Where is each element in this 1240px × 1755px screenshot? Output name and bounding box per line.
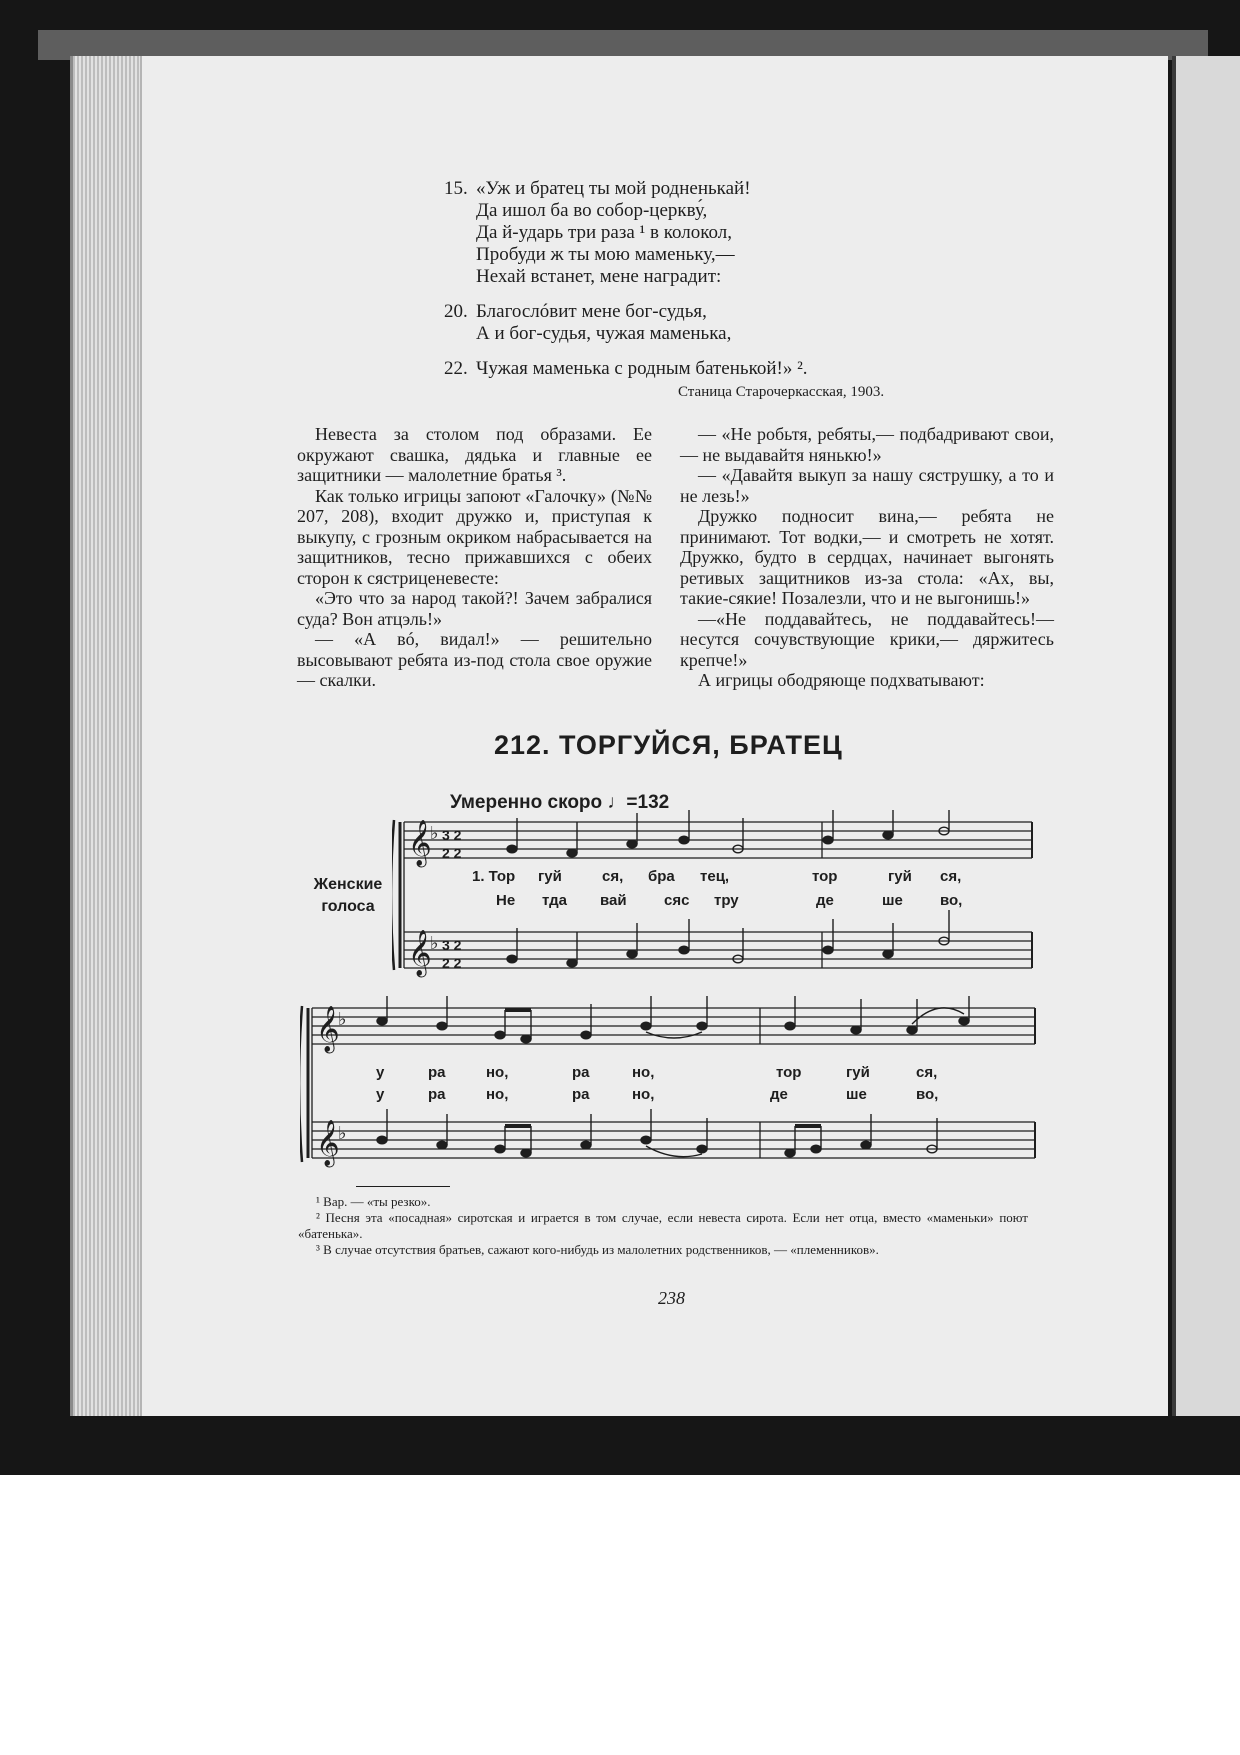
treble-clef-icon: 𝄞 bbox=[408, 930, 432, 976]
staff-lower bbox=[312, 1122, 1035, 1158]
svg-text:2 2: 2 2 bbox=[442, 955, 462, 971]
page-number: 238 bbox=[658, 1288, 685, 1308]
facing-page-edge bbox=[1172, 56, 1240, 1416]
poem bbox=[444, 178, 914, 380]
song-title: 212. ТОРГУЙСЯ, БРАТЕЦ bbox=[494, 730, 843, 760]
flat-icon: ♭ bbox=[338, 1123, 347, 1144]
poem-line: Пробуди ж ты мою маменьку,— bbox=[476, 244, 735, 265]
time-signature bbox=[442, 827, 462, 971]
lyrics-line: у ра но, ра но, тор гуй ся, bbox=[376, 1064, 938, 1081]
paragraph: «Это что за народ такой?! Зачем забралися суда? Вон атцэль!» bbox=[297, 588, 652, 629]
left-column bbox=[297, 424, 652, 691]
poem-line: А и бог-судья, чужая маменька, bbox=[476, 323, 732, 344]
flat-icon: ♭ bbox=[430, 823, 439, 844]
notes-lower bbox=[507, 910, 949, 967]
treble-clef-icon: 𝄞 bbox=[408, 820, 432, 866]
paragraph: Как только игрицы запоют «Галочку» (№№ 207, 208), входит дружко и, приступая к выкупу, с грозным окриком набрасывается на защитников, тесно прижавшихся с обеих сторон к сястриценевесте: bbox=[297, 485, 652, 588]
svg-text:3 2: 3 2 bbox=[442, 937, 462, 953]
lyrics-line: Не тда вай сяс тру де ше во, bbox=[496, 892, 963, 909]
flat-icon: ♭ bbox=[338, 1009, 347, 1030]
staff-lower bbox=[404, 932, 1032, 968]
svg-text:3 2: 3 2 bbox=[442, 827, 462, 843]
paragraph: — «Давайтя выкуп за нашу сяструшку, а то и не лезь!» bbox=[680, 465, 1054, 506]
footnote: ¹ Вар. — «ты резко». bbox=[316, 1194, 431, 1209]
svg-text:2 2: 2 2 bbox=[442, 845, 462, 861]
voice-label: Женские голоса bbox=[313, 876, 383, 915]
paragraph: А игрицы ободряюще подхватывают: bbox=[698, 670, 985, 690]
poem-line: 15. «Уж и братец ты мой родненькай! bbox=[444, 178, 751, 199]
lyrics-line: у ра но, ра но, де ше во, bbox=[376, 1086, 939, 1103]
lyrics-line: 1. Тор гуй ся, бра тец, тор гуй ся, bbox=[472, 868, 962, 885]
paragraph: — «Не робьтя, ребяты,— подбадривают свои,— не выдавайтя нянькю!» bbox=[680, 424, 1054, 465]
notes-upper bbox=[377, 996, 969, 1043]
treble-clef-icon: 𝄞 bbox=[316, 1006, 340, 1052]
paragraph: Дружко подносит вина,— ребята не принимают. Тот водки,— и смотреть не хотят. Дружко, будто в сердцах, начинает выгонять ретивых защитников из-за стола: «Ах, вы, такие-сякие! Позалезли, что и не выгонишь!» bbox=[680, 506, 1054, 608]
poem-source: Станица Старочеркасская, 1903. bbox=[678, 384, 885, 400]
poem-line: Да ишол ба во собор-церкву́, bbox=[476, 200, 708, 221]
page-edges bbox=[70, 56, 151, 1416]
poem-line: 20. Благослóвит мене бог-судья, bbox=[444, 301, 707, 322]
flat-icon: ♭ bbox=[430, 933, 439, 954]
footnote: ³ В случае отсутствия братьев, сажают кого-нибудь из малолетних родственников, — «племенников». bbox=[316, 1242, 879, 1257]
staff-upper bbox=[404, 822, 1032, 858]
right-column bbox=[680, 424, 1054, 691]
poem-line: 22. Чужая маменька с родным батенькой!» ². bbox=[444, 358, 808, 379]
footnote: ² Песня эта «посадная» сиротская и играется в том случае, если невеста сирота. Если нет отца, вместо «маменьки» поют «батенька». bbox=[298, 1210, 1028, 1241]
paragraph: —«Не поддавайтесь, не поддавайтесь!— несутся сочувствующие крики,— дяржитесь крепче!» bbox=[680, 608, 1054, 670]
poem-line: Да й-ударь три раза ¹ в колокол, bbox=[476, 222, 732, 243]
footnotes bbox=[298, 1194, 1028, 1258]
paragraph: Невеста за столом под образами. Ее окружают свашка, дядька и главные ее защитники — малолетние братья ³. bbox=[297, 424, 652, 485]
footnote-rule bbox=[356, 1186, 450, 1187]
paragraph: — «А вó, видал!» — решительно высовывают ребята из-под стола свое оружие — скалки. bbox=[297, 629, 652, 690]
treble-clef-icon: 𝄞 bbox=[316, 1120, 340, 1166]
poem-line: Нехай встанет, мене наградит: bbox=[476, 266, 722, 287]
tempo-marking: Умеренно скоро ♩=132 bbox=[450, 792, 670, 813]
notes-upper bbox=[507, 810, 949, 857]
